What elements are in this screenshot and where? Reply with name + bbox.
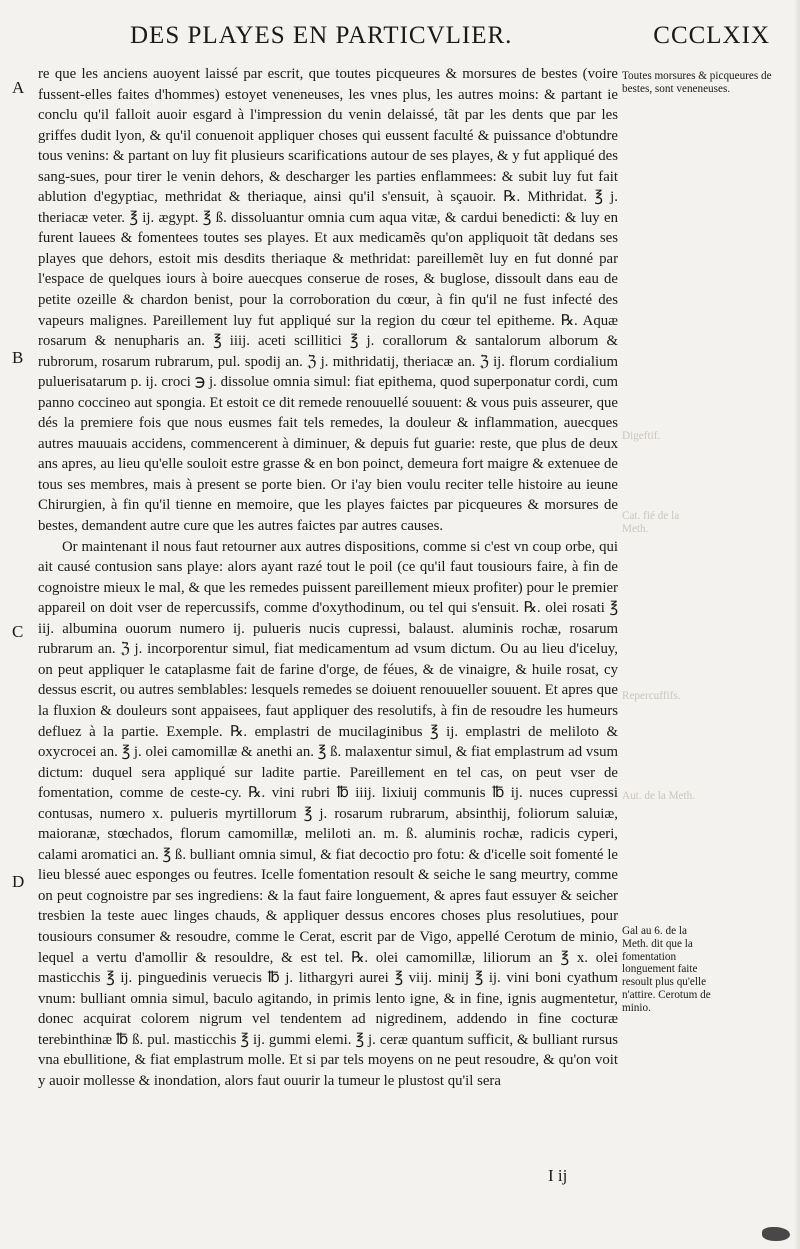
page-edge-shadow	[794, 0, 800, 1249]
paragraph-lion-case: re que les anciens auoyent laissé par escrit, que toutes picqueures & morsures de bestes (voire fussent-elles faites d'hommes) estoyet veneneuses, les vnes plus, les autres moins: & partant ie conclu qu'il falloit auoir esgard à l'impression du venin delaissé, tãt par les dents que par les griffes dudit lyon, & qu'il conuenoit appliquer choses qui eussent faculté & puissance d'obtundre tous venins: & partant on luy fit plusieurs scarifications autour de ses playes, & y fut appliqué des sang-sues, pour tirer le venin dehors, & descharger les parties enflammees: & subit luy fut fait ablution d'egyptiac, methridat & theriaque, ainsi qu'il s'ensuit, à sçauoir. ℞. Mithridat. ℥ j. theriacæ veter. ℥ ij. ægypt. ℥ ß. dissoluantur omnia cum aqua vitæ, & cardui benedicti: & luy en furent lauees & fomentees toutes ses playes. Et aux medicamẽs qu'on appliquoit tãt dedans ses playes que dehors, estoit mis desdits theriaque & methridat: pareillemẽt luy en fut donné par l'espace de quelques iours à boire auecques conserue de roses, & buglose, dissoult dans eau de petite ozeille & chardon benist, pour la corroboration du cœur, à fin qu'il ne fust infecté des vapeurs malignes. Pareillement luy fut appliqué sur la region du cœur tel epitheme. ℞. Aquæ rosarum & nenupharis an. ℥ iiij. aceti scillitici ℥ j. corallorum & santalorum alborum & rubrorum, rosarum rubrarum, pul. spodij an. ℨ j. mithridatij, theriacæ an. ℨ ij. florum cordialium puluerisatarum p. ij. croci ℈ j. dissolue omnia simul: fiat epithema, quod superponatur cordi, cum panno coccineo aut spongia. Et estoit ce dit remede renouuellé souuent: & vous puis asseurer, que dés la premiere fois que nous eusmes fait tels remedes, la douleur & inflammation, auecques autres mauuais accidens, commencerent à diminuer, & depuis fut guarie: reste, que plus de deux ans apres, au lieu qu'elle souloit estre grasse & en bon poinct, demeura fort maigre & extenuee de tous ses membres, mais à present se porte bien. Or i'ay bien voulu reciter telle histoire au ieune Chirurgien, à fin qu'il tienne en memoire, que les playes faictes par picqueures & morsures de bestes, demandent autre cure que les autres faictes par autres causes.	[38, 66, 618, 535]
margin-note-venom: Toutes morsures & picqueures de bestes, sont veneneuses.	[622, 70, 772, 95]
section-letter-a: A	[12, 78, 25, 97]
signature-mark: I ij	[548, 1166, 568, 1185]
margin-note-galen: Gal au 6. de la Meth. dit que la fomentation longuement faite resoult plus qu'elle n'attire. Cerotum de minio.	[622, 925, 711, 1014]
section-letter-b: B	[12, 348, 24, 367]
faint-note-4: Aut. de la Meth.	[622, 790, 696, 802]
running-head	[130, 22, 770, 52]
main-text-block	[38, 64, 618, 1091]
faint-note-1: Digeftif.	[622, 430, 661, 442]
faint-note-3: Repercuffifs.	[622, 690, 681, 702]
paragraph-contusion: Or maintenant il nous faut retourner aux autres dispositions, comme si c'est vn coup orbe, qui ait causé contusion sans playe: alors ayant razé tout le poil (ce qu'il faut tousiours faire, à fin de cognoistre mieux le mal, & que les remedes puissent pareillement mieux profiter) pour le premier appareil on doit vser de repercussifs, comme d'oxythodinum, ou tel qui s'ensuit. ℞. olei rosati ℥ iij. albumina ouorum numero ij. pulueris nucis cupressi, balaust. aluminis rochæ, rosarum rubrarum an. ℨ j. incorporentur simul, fiat medicamentum ad vsum dictum. Ou au lieu d'iceluy, on peut appliquer le cataplasme fait de farine d'orge, de féues, & de vinaigre, & huile rosat, cy dessus escrit, ou autres semblables: lesquels remedes se doiuent renouueller souuent. Et apres que la fluxion & douleurs sont appaisees, faut appliquer des resolutifs, à fin de resoudre les humeurs defluez à la partie. Exemple. ℞. emplastri de mucilaginibus ℥ ij. emplastri de meliloto & oxycrocei an. ℥ j. olei camomillæ & anethi an. ℥ ß. malaxentur simul, & fiat emplastrum ad vsum dictum: duquel sera appliqué sur ladite partie. Pareillement en tel cas, on peut vser de fomentation, comme de ceste-cy. ℞. vini rubri ℔ iiij. lixiuij communis ℔ ij. nuces cupressi contusas, numero x. pulueris myrtillorum ℥ j. rosarum rubrarum, absinthij, foliorum saluiæ, maioranæ, stœchados, florum camomillæ, meliloti an. m. ß. aluminis rochæ, radicis cyperi, calami aromatici an. ℥ ß. bulliant omnia simul, & fiat decoctio pro fotu: & d'icelle soit fomenté le lieu blessé auec esponges ou feutres. Icelle fomentation resoult & seiche le sang meurtry, comme on peut cognoistre par ses ingrediens: & la faut faire longuement, & apres faut essuyer & seicher tresbien la teste auec linges chauds, & appliquer dessus encores choses plus resolutiues, pour tousiours consumer & resoudre, comme le Cerat, escrit par de Vigo, appellé Cerotum de minio, lequel a vertu d'amollir & resouldre, & est tel. ℞. olei camomillæ, liliorum an ℥ x. olei masticchis ℥ ij. pinguedinis veruecis ℔ j. lithargyri aurei ℥ viij. minij ℥ ij. vini boni cyathum vnum: bulliant omnia simul, baculo agitando, in primis lento igne, & in fine, ignis augmentetur, donec acquirat colorem nigrum vel tendentem ad nigredinem, addendo in fine cocturæ terebinthinæ ℔ ß. pul. masticchis ℥ ij. gummi elemi. ℥ j. ceræ quantum sufficit, & bulliant rursus vna ebullitione, & fiat emplastrum molle. Et si par tels moyens on ne peut resoudre, & qu'on voit y auoir mollesse & inondation, alors faut ouurir la tumeur le plustost qu'il sera	[38, 538, 618, 1089]
section-letter-c: C	[12, 622, 24, 641]
ink-blot	[762, 1227, 790, 1241]
faint-note-2: Cat. fié de la Meth.	[622, 510, 680, 535]
folio-number: CCCLXIX	[653, 22, 770, 49]
page-title: DES PLAYES EN PARTICVLIER.	[130, 22, 513, 49]
section-letter-d: D	[12, 872, 25, 891]
